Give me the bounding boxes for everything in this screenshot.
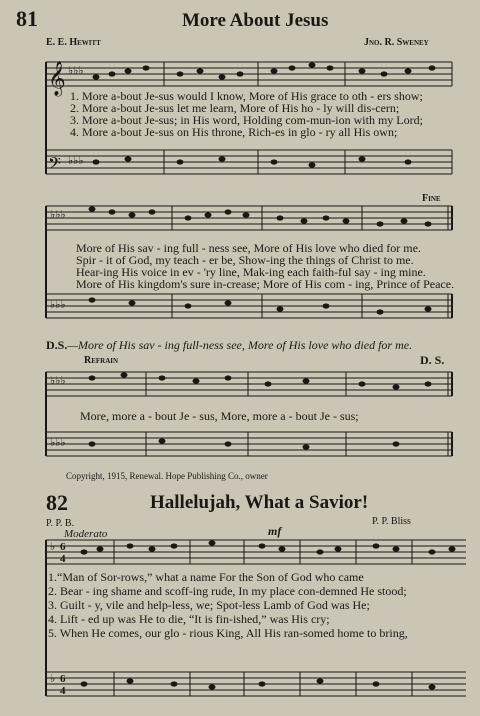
dynamic-marking: mf <box>268 524 282 538</box>
refrain-label: Refrain <box>84 355 119 366</box>
hymn-81-music-credit: Jno. R. Sweney <box>364 37 429 48</box>
hymn-81-verse-4-part-2: More of His kingdom's sure in-crease; More of His com - ing, Prince of Peace. <box>76 277 455 291</box>
hymn-82-words-credit: P. P. B. <box>46 518 75 529</box>
hymn-81-verse-2: 2. More a-bout Je-sus let me learn, More of His ho - ly will dis-cern; <box>70 101 400 115</box>
hymn-82-title: Hallelujah, What a Savior! <box>150 492 369 513</box>
svg-text:4: 4 <box>60 685 66 697</box>
fine-marking: Fine <box>422 193 441 204</box>
svg-text:6: 6 <box>60 541 66 553</box>
svg-text:♭♭♭: ♭♭♭ <box>50 375 66 387</box>
svg-text:𝄞: 𝄞 <box>48 61 66 96</box>
svg-text:𝄢: 𝄢 <box>48 153 61 177</box>
hymn-82-number: 82 <box>46 490 68 515</box>
refrain-lyrics: More, more a - bout Je - sus, More, more a - bout Je - sus; <box>80 409 359 423</box>
hymn-81-verse-1: 1. More a-bout Je-sus would I know, More of His grace to oth - ers show; <box>70 89 423 103</box>
svg-text:♭: ♭ <box>50 673 56 685</box>
svg-text:4: 4 <box>60 553 66 565</box>
hymn-81-verse-4: 4. More a-bout Je-sus on His throne, Rich-es in glo - ry all His own; <box>70 125 398 139</box>
tempo-marking: Moderato <box>64 528 108 540</box>
ds-text: —More of His sav - ing full-ness see, More of His love who died for me. <box>67 338 413 352</box>
hymn-82-verse-5: 5. When He comes, our glo - rious King, All His ran-somed home to bring, <box>48 626 408 640</box>
hymn-81-words-credit: E. E. Hewitt <box>46 37 101 48</box>
hymn-81-verse-2-part-2: Spir - it of God, my teach - er be, Show-ing the things of Christ to me. <box>76 253 414 267</box>
svg-text:6: 6 <box>60 673 66 685</box>
hymn-81-verse-1-part-2: More of His sav - ing full - ness see, More of His love who died for me. <box>76 241 421 255</box>
svg-text:♭♭♭: ♭♭♭ <box>50 437 66 449</box>
ds-line <box>46 338 412 353</box>
hymn-82-verse-2: 2. Bear - ing shame and scoff-ing rude, In my place con-demned He stood; <box>48 584 407 598</box>
hymn-81-number: 81 <box>16 6 38 31</box>
hymn-82-verse-1: 1.“Man of Sor-rows,” what a name For the Son of God who came <box>48 570 364 584</box>
hymn-82-verse-3: 3. Guilt - y, vile and help-less, we; Spot-less Lamb of God was He; <box>48 598 370 612</box>
svg-text:♭: ♭ <box>50 541 56 553</box>
refrain-ds-label: D. S. <box>420 353 445 367</box>
hymn-81-verse-3-part-2: Hear-ing His voice in ev - 'ry line, Mak-ing each faith-ful say - ing mine. <box>76 265 426 279</box>
svg-text:♭♭♭: ♭♭♭ <box>68 155 84 167</box>
svg-text:♭♭♭: ♭♭♭ <box>50 209 66 221</box>
hymn-81-title: More About Jesus <box>182 10 329 31</box>
svg-text:♭♭♭: ♭♭♭ <box>68 65 84 77</box>
ds-label: D.S. <box>46 338 68 352</box>
hymn-82-verse-4: 4. Lift - ed up was He to die, “It is fin-ished,” was His cry; <box>48 612 330 626</box>
svg-text:♭♭♭: ♭♭♭ <box>50 299 66 311</box>
hymn-81-verse-3: 3. More a-bout Je-sus; in His word, Holding com-mun-ion with my Lord; <box>70 113 423 127</box>
hymn-82-music-credit: P. P. Bliss <box>372 516 411 527</box>
copyright-notice: Copyright, 1915, Renewal. Hope Publishing Co., owner <box>66 471 268 481</box>
